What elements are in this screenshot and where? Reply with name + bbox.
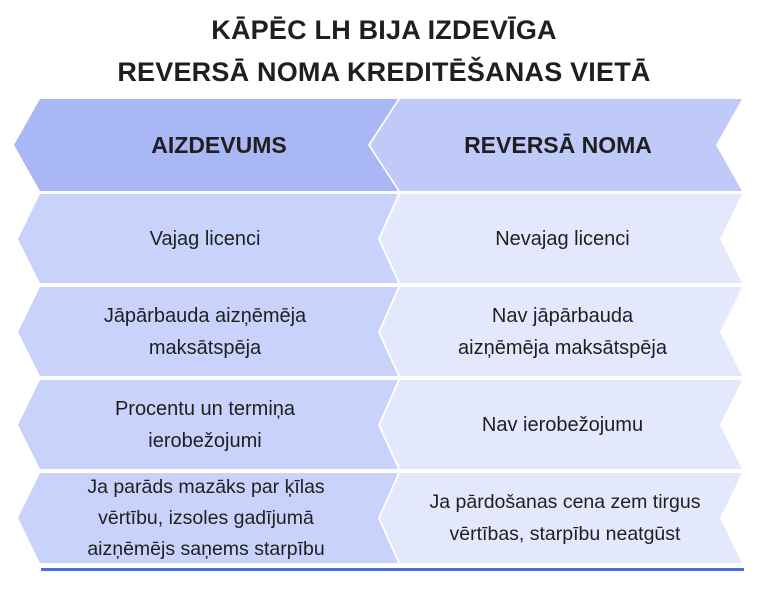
bottom-divider bbox=[41, 568, 744, 571]
left-column-header: AIZDEVUMS bbox=[151, 132, 287, 158]
title-line-2: REVERSĀ NOMA KREDITĒŠANAS VIETĀ bbox=[117, 57, 651, 87]
right-column-header: REVERSĀ NOMA bbox=[464, 132, 652, 158]
left-cell-difference: Ja parāds mazāks par ķīlas vērtību, izsoles gadījumā aizņēmējs saņems starpību bbox=[87, 475, 325, 560]
left-cell-licence: Vajag licenci bbox=[149, 227, 261, 250]
left-cell-limits: Procentu un termiņa ierobežojumi bbox=[114, 397, 296, 452]
right-cell-solvency: Nav jāpārbauda aizņēmēja maksātspēja bbox=[458, 304, 667, 359]
title-line-1: KĀPĒC LH BIJA IZDEVĪGA bbox=[211, 15, 557, 45]
left-cell-solvency: Jāpārbauda aizņēmēja maksātspēja bbox=[103, 304, 307, 359]
right-cell-difference: Ja pārdošanas cena zem tirgus vērtības, starpību neatgūst bbox=[429, 491, 701, 545]
right-cell-licence: Nevajag licenci bbox=[495, 227, 630, 250]
right-cell-limits: Nav ierobežojumu bbox=[481, 413, 644, 436]
